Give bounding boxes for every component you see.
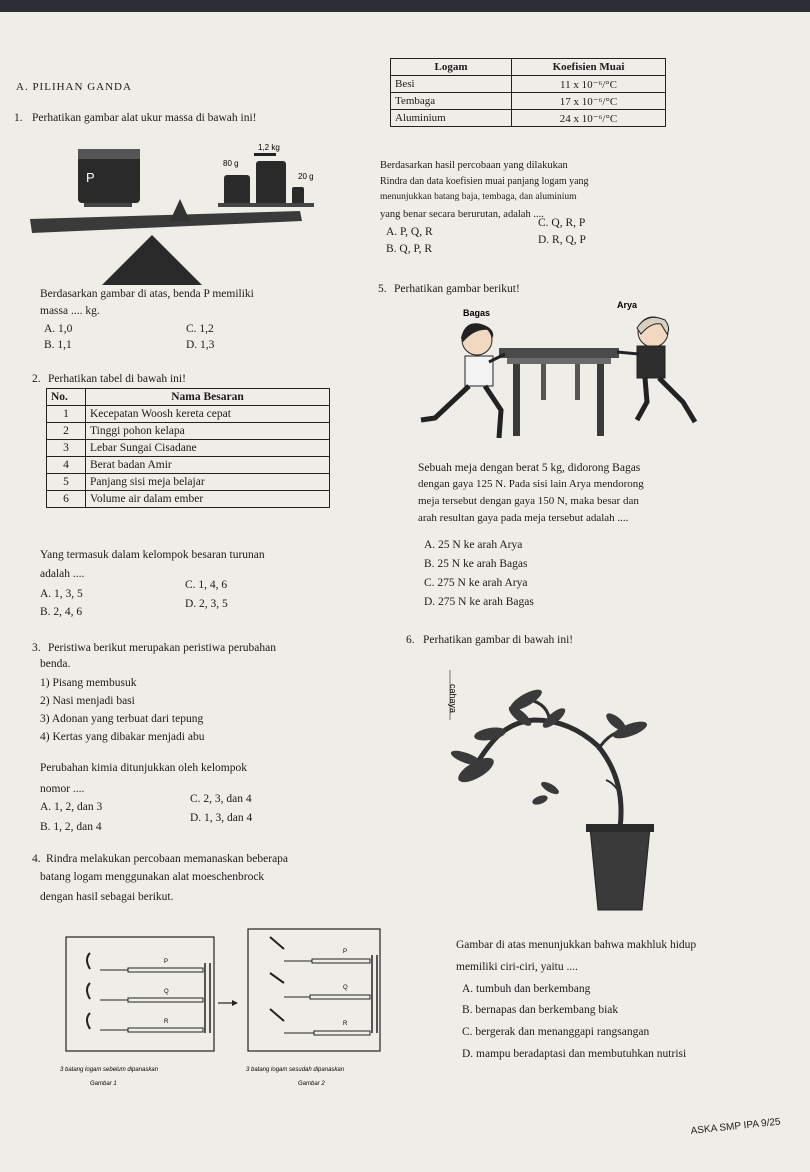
q2-text: Perhatikan tabel di bawah ini! (48, 373, 186, 385)
q3-stem-line1: Perubahan kimia ditunjukkan oleh kelompok (40, 762, 247, 774)
flower-pot (590, 828, 650, 910)
q5-option-a: A. 25 N ke arah Arya (424, 539, 523, 551)
q5-option-b: B. 25 N ke arah Bagas (424, 558, 528, 570)
q5-option-d: D. 275 N ke arah Bagas (424, 596, 534, 608)
weight-20g (292, 187, 304, 205)
weight-1-2kg (256, 161, 286, 205)
boy-bagas-icon (421, 323, 505, 438)
q6-stem-line2: memiliki ciri-ciri, yaitu .... (456, 961, 578, 973)
pushing-table-figure (415, 298, 715, 448)
q3-text-line2: benda. (40, 658, 71, 670)
table-row (47, 423, 330, 440)
plant-phototropism-figure (430, 660, 660, 920)
arrow-icon (218, 1000, 238, 1006)
q5-option-c: C. 275 N ke arah Arya (424, 577, 528, 589)
table-cell: 5 (47, 474, 86, 491)
figure-1-caption: 3 batang logam sebelum dipanaskan (60, 1067, 159, 1073)
q5-stem-line1: Sebuah meja dengan berat 5 kg, didorong Bagas (418, 462, 641, 474)
table-row (391, 76, 666, 93)
moeschenbrock-figure (60, 925, 390, 1115)
q1-option-b: B. 1,1 (44, 339, 72, 351)
table-cell: Panjang sisi meja belajar (86, 474, 330, 491)
table-header-metal: Logam (391, 59, 512, 76)
table-row (391, 93, 666, 110)
q2-option-a: A. 1, 3, 5 (40, 588, 83, 600)
table-row (47, 440, 330, 457)
q3-option-b: B. 1, 2, dan 4 (40, 821, 102, 833)
q3-item-1: 1) Pisang membusuk (40, 677, 137, 689)
table-cell: Aluminium (391, 110, 512, 127)
table-row (47, 406, 330, 423)
q6-option-b: B. bernapas dan berkembang biak (462, 1004, 619, 1016)
q4-option-b: B. Q, P, R (386, 243, 433, 255)
q6-option-a: A. tumbuh dan berkembang (462, 983, 591, 995)
q3-item-3: 3) Adonan yang terbuat dari tepung (40, 713, 204, 725)
q4-text-line1: Rindra melakukan percobaan memanaskan beberapa (46, 853, 289, 865)
q2-number: 2. (32, 373, 41, 385)
q1-option-a: A. 1,0 (44, 323, 73, 335)
q5-text: Perhatikan gambar berikut! (394, 283, 520, 295)
q6-stem-line1: Gambar di atas menunjukkan bahwa makhluk hidup (456, 939, 697, 951)
table-cell: Volume air dalam ember (86, 491, 330, 508)
name-bagas: Bagas (463, 308, 491, 318)
figure-2 (248, 929, 380, 1051)
figure-1-title: Gambar 1 (90, 1081, 117, 1087)
q5-number: 5. (378, 283, 387, 295)
table-header-no: No. (47, 389, 86, 406)
q4-stem-line1: Berdasarkan hasil percobaan yang dilakukan (380, 160, 568, 171)
q4-stem-line4: yang benar secara berurutan, adalah .... (380, 209, 544, 220)
table-cell: Besi (391, 76, 512, 93)
section-title: A. PILIHAN GANDA (16, 81, 132, 93)
table-header-name: Nama Besaran (86, 389, 330, 406)
table-header-coefficient: Koefisien Muai (512, 59, 666, 76)
q5-stem-line4: arah resultan gaya pada meja tersebut adalah .... (418, 512, 629, 524)
q6-number: 6. (406, 634, 415, 646)
table-row (391, 110, 666, 127)
table-cell: Tinggi pohon kelapa (86, 423, 330, 440)
table-row (47, 474, 330, 491)
table-cell: 24 x 10⁻⁶/°C (512, 110, 666, 127)
q4-text-line3: dengan hasil sebagai berikut. (40, 891, 174, 903)
figure-2-title: Gambar 2 (298, 1081, 325, 1087)
q3-stem-line2: nomor .... (40, 783, 85, 795)
q1-text: Perhatikan gambar alat ukur massa di bawah ini! (32, 112, 257, 124)
top-edge (0, 0, 810, 12)
table-icon (499, 348, 619, 436)
q2-stem-line1: Yang termasuk dalam kelompok besaran turunan (40, 549, 265, 561)
q2-option-c: C. 1, 4, 6 (185, 579, 228, 591)
rod-q-label: Q (164, 989, 169, 995)
quantity-table (46, 388, 330, 508)
expansion-table (390, 58, 666, 127)
q6-option-c: C. bergerak dan menanggapi rangsangan (462, 1026, 650, 1038)
rod-r-label-2: R (343, 1021, 348, 1027)
q4-stem-line3: menunjukkan batang baja, tembaga, dan aluminium (380, 192, 577, 202)
figure-2-caption: 3 batang logam sesudah dipanaskan (246, 1067, 345, 1073)
q5-stem-line3: meja tersebut dengan gaya 150 N, maka besar dan (418, 495, 639, 507)
q6-text: Perhatikan gambar di bawah ini! (423, 634, 574, 646)
q1-option-c: C. 1,2 (186, 323, 214, 335)
q4-option-c: C. Q, R, P (538, 217, 586, 229)
weight-top-label: 1,2 kg (258, 143, 280, 152)
weight-left-label: 80 g (223, 159, 239, 168)
table-cell: 6 (47, 491, 86, 508)
q1-stem-line2: massa .... kg. (40, 305, 100, 317)
weight-80g (224, 175, 250, 205)
figure-1 (66, 937, 214, 1051)
balance-beam (30, 211, 302, 233)
q4-option-d: D. R, Q, P (538, 234, 586, 246)
table-cell: 11 x 10⁻⁶/°C (512, 76, 666, 93)
table-cell: Berat badan Amir (86, 457, 330, 474)
table-cell: 17 x 10⁻⁶/°C (512, 93, 666, 110)
name-arya: Arya (617, 300, 638, 310)
q6-option-d: D. mampu beradaptasi dan membutuhkan nutrisi (462, 1048, 687, 1060)
q1-number: 1. (14, 112, 23, 124)
q3-option-a: A. 1, 2, dan 3 (40, 801, 103, 813)
table-row (47, 491, 330, 508)
table-row (47, 457, 330, 474)
q4-text-line2: batang logam menggunakan alat moeschenbrock (40, 871, 265, 883)
rod-p-label-2: P (343, 949, 348, 955)
balance-figure (30, 135, 330, 285)
q1-stem-line1: Berdasarkan gambar di atas, benda P memiliki (40, 288, 254, 300)
q2-option-b: B. 2, 4, 6 (40, 606, 83, 618)
q3-item-4: 4) Kertas yang dibakar menjadi abu (40, 731, 205, 743)
page-footer: ASKA SMP IPA 9/25 (690, 1116, 782, 1137)
q4-number: 4. (32, 853, 41, 865)
table-cell: 2 (47, 423, 86, 440)
potted-plant-icon (449, 686, 654, 910)
table-cell: 3 (47, 440, 86, 457)
q2-stem-line2: adalah .... (40, 568, 85, 580)
q3-option-c: C. 2, 3, dan 4 (190, 793, 252, 805)
boy-arya-icon (617, 317, 695, 422)
object-p-label: P (86, 170, 95, 185)
q3-option-d: D. 1, 3, dan 4 (190, 812, 253, 824)
q1-option-d: D. 1,3 (186, 339, 215, 351)
weight-right-label: 20 g (298, 172, 314, 181)
table-cell: Lebar Sungai Cisadane (86, 440, 330, 457)
q4-option-a: A. P, Q, R (386, 226, 433, 238)
table-cell: Tembaga (391, 93, 512, 110)
q2-option-d: D. 2, 3, 5 (185, 598, 228, 610)
q3-item-2: 2) Nasi menjadi basi (40, 695, 135, 707)
rod-q-label-2: Q (343, 985, 348, 991)
rod-r-label: R (164, 1019, 169, 1025)
q3-number: 3. (32, 642, 41, 654)
q3-text-line1: Peristiwa berikut merupakan peristiwa perubahan (48, 642, 277, 654)
rod-p-label: P (164, 959, 169, 965)
table-cell: Kecepatan Woosh kereta cepat (86, 406, 330, 423)
table-cell: 1 (47, 406, 86, 423)
balance-fulcrum (102, 235, 202, 285)
q5-stem-line2: dengan gaya 125 N. Pada sisi lain Arya mendorong (418, 478, 644, 490)
table-cell: 4 (47, 457, 86, 474)
light-label: cahaya (448, 684, 458, 714)
q4-stem-line2: Rindra dan data koefisien muai panjang logam yang (380, 176, 589, 187)
